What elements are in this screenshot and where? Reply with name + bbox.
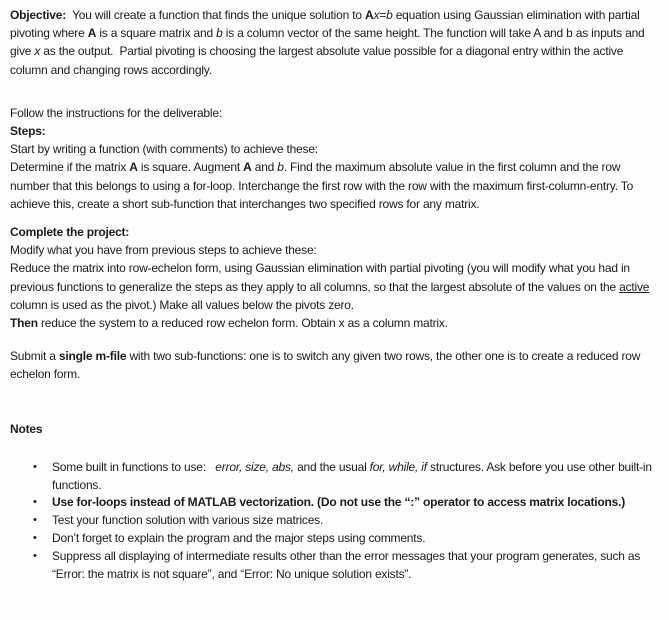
text-run: with two sub-functions: one is to switch any given two rows, the other one is to create a reduced row echelon form. [10, 349, 641, 382]
text-run: b [277, 160, 284, 175]
objective-paragraph [10, 6, 661, 79]
text-run: Then [10, 316, 38, 331]
text-run: active [619, 279, 650, 294]
text-run: Reduce the matrix into row-echelon form, using Gaussian elimination with partial pivoting (you will modify what you had in previous functions to generalize the steps as they apply to all columns, so that the largest absolute of the values on the [10, 261, 630, 294]
list-item [33, 530, 655, 548]
steps-heading: Steps: [10, 124, 46, 139]
text-run: b [216, 26, 223, 41]
text-run: Submit a [10, 349, 59, 364]
list-item [33, 512, 655, 530]
text-run: Test your function solution with various size matrices. [52, 513, 324, 528]
complete-project-heading: Complete the project: [10, 225, 130, 240]
steps-intro-line: Start by writing a function (with comments) to achieve these: [10, 142, 318, 157]
text-run: is a square matrix and [96, 26, 217, 41]
list-item [33, 459, 655, 495]
text-run: equation using Gaussian elimination with partial pivoting where [10, 8, 640, 41]
bullet-icon: • [33, 460, 37, 473]
reduce-paragraph [10, 259, 661, 314]
text-run: as the output. Partial pivoting is choosing the largest absolute value possible for a diagonal entry within the active column and changing rows accordingly. [10, 44, 624, 77]
text-run: for, while, if [369, 459, 427, 474]
text-run: error, size, abs, [215, 459, 294, 474]
list-item [33, 494, 655, 512]
text-run: A [243, 160, 252, 175]
submit-paragraph [10, 347, 661, 383]
text-run: x [34, 44, 41, 59]
bullet-icon: • [33, 496, 37, 509]
bullet-icon: • [33, 549, 37, 562]
text-run: column is used as the pivot.) Make all values below the pivots zero. [10, 297, 354, 312]
text-run: You will create a function that finds the unique solution to [66, 8, 365, 22]
notes-list [10, 459, 661, 584]
text-run: reduce the system to a reduced row echelon form. Obtain x as a column matrix. [37, 316, 448, 331]
text-run: Suppress all displaying of intermediate results other than the error messages that your program generates, such as “Error: the matrix is not square”, and “Error: No unique solution exists”. [52, 548, 641, 581]
text-run: x [373, 8, 380, 22]
text-run: Use for-loops instead of MATLAB vectorization. (Do not use the “:” operator to access matrix locations.) [52, 495, 626, 510]
deliverable-intro-line: Follow the instructions for the deliverable: [10, 105, 222, 120]
text-run: is square. Augment [137, 160, 244, 175]
text-run: Some built in functions to use: [52, 459, 216, 474]
text-run: and the usual [293, 459, 370, 474]
steps-paragraph [10, 158, 661, 213]
notes-heading: Notes [10, 421, 43, 436]
text-run: and [251, 160, 278, 175]
bullet-icon: • [33, 514, 37, 527]
deliverable-section [10, 104, 661, 213]
text-run: b [386, 8, 393, 22]
modify-line: Modify what you have from previous steps to achieve these: [10, 243, 317, 258]
text-run: is a column vector of the same height. The function will take A and b as inputs and give [10, 26, 645, 59]
text-run: Determine if the matrix [10, 160, 130, 175]
bullet-icon: • [33, 532, 37, 545]
text-run: . Find the maximum absolute value in the first column and the row number that this belongs to using a for-loop. Interchange the first row with the row with the maximum first-column-entry. To achieve this, create a short sub-function that interchanges two specified rows for any matrix. [10, 160, 634, 211]
text-run: A [364, 8, 374, 22]
list-item [33, 548, 655, 584]
text-run: Don’t forget to explain the program and the major steps using comments. [52, 531, 426, 546]
then-line [10, 314, 661, 332]
text-run: = [379, 8, 387, 22]
text-run: single m-file [58, 349, 127, 364]
text-run: Objective: [10, 8, 67, 22]
text-run: A [87, 26, 97, 41]
text-run: structures. Ask before you use other built-in functions. [52, 459, 652, 492]
text-run: A [129, 160, 138, 175]
complete-project-section [10, 223, 661, 332]
